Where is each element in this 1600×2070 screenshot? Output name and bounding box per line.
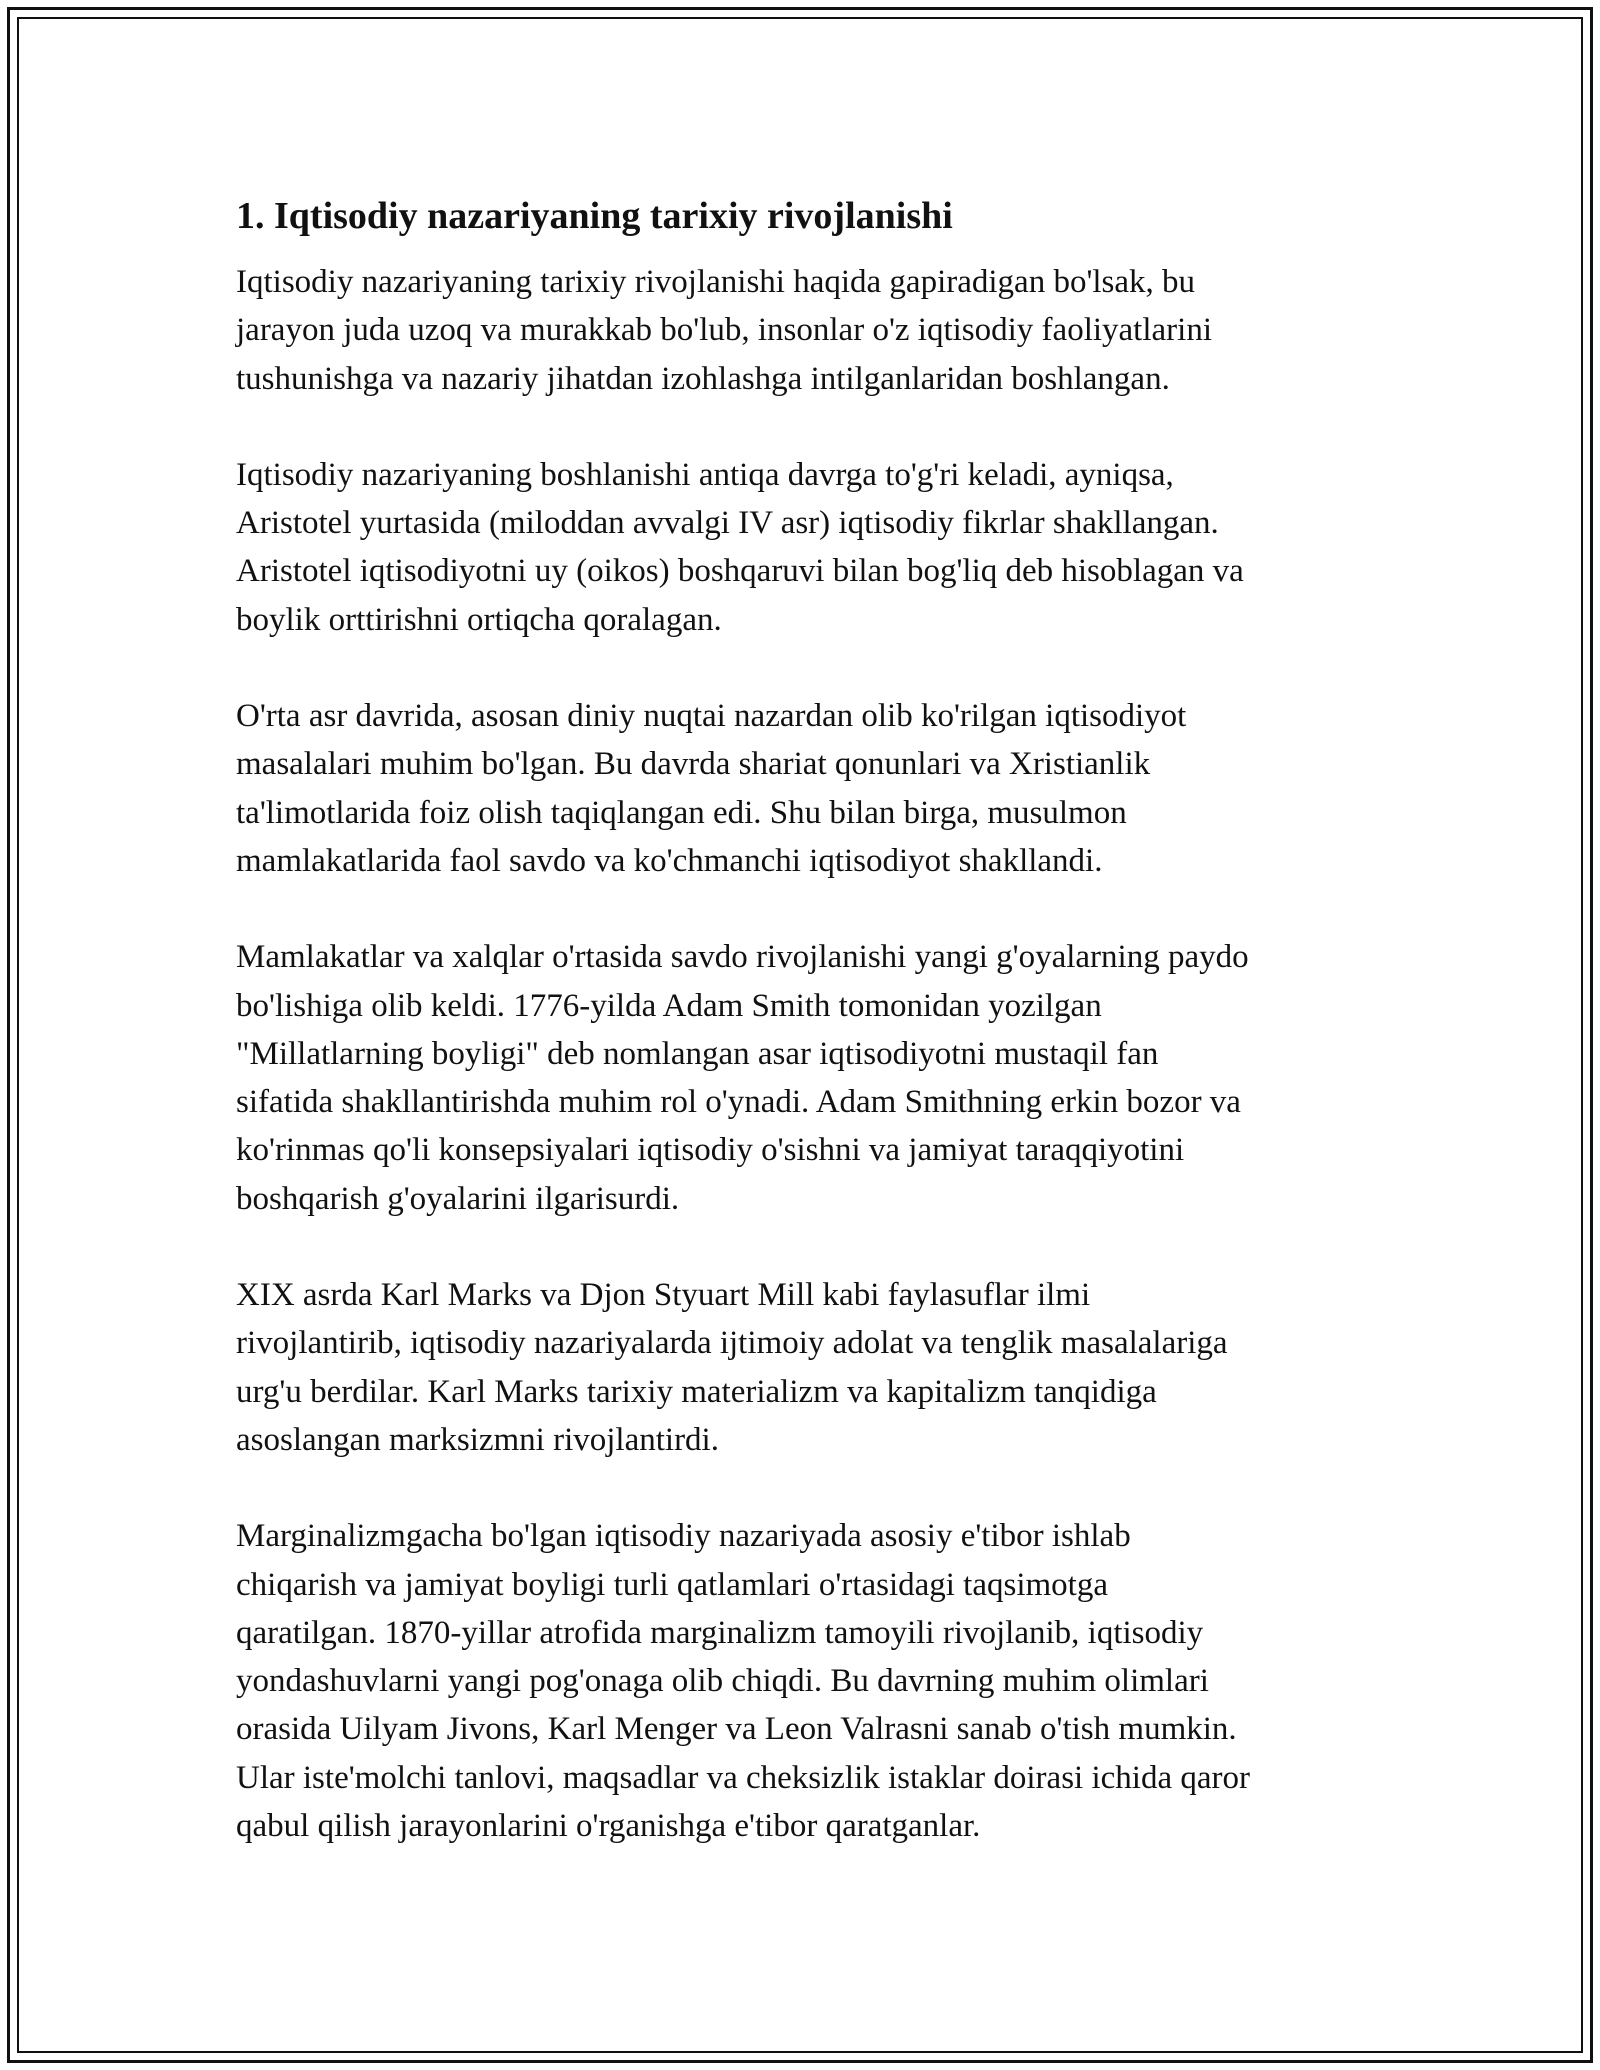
paragraph-line: ko'rinmas qo'li konsepsiyalari iqtisodiy o'sishni va jamiyat taraqqiyotini bbox=[236, 1132, 1185, 1169]
paragraph-4 bbox=[236, 933, 1386, 1223]
paragraph-line: Iqtisodiy nazariyaning tarixiy rivojlanishi haqida gapiradigan bo'lsak, bu bbox=[236, 264, 1196, 300]
paragraph-line: Marginalizmgacha bo'lgan iqtisodiy nazariyada asosiy e'tibor ishlab bbox=[236, 1518, 1131, 1555]
paragraph-line: qaratilgan. 1870-yillar atrofida marginalizm tamoyili rivojlanib, iqtisodiy bbox=[236, 1614, 1204, 1651]
paragraph-line: yondashuvlarni yangi pog'onaga olib chiqdi. Bu davrning muhim olimlari bbox=[236, 1663, 1209, 1700]
paragraph-1 bbox=[236, 258, 1386, 403]
paragraph-6 bbox=[236, 1512, 1386, 1850]
paragraph-line: boylik orttirishni ortiqcha qoralagan. bbox=[236, 601, 722, 638]
paragraph-line: sifatida shakllantirishda muhim rol o'ynadi. Adam Smithning erkin bozor va bbox=[236, 1084, 1241, 1121]
paragraph-3 bbox=[236, 692, 1386, 885]
paragraph-line: mamlakatlarida faol savdo va ko'chmanchi iqtisodiyot shakllandi. bbox=[236, 842, 1103, 879]
paragraph-line: jarayon juda uzoq va murakkab bo'lub, insonlar o'z iqtisodiy faoliyatlarini bbox=[236, 312, 1212, 349]
paragraph-line: Aristotel iqtisodiyotni uy (oikos) boshqaruvi bilan bog'liq deb hisoblagan va bbox=[236, 553, 1244, 590]
paragraph-line: bo'lishiga olib keldi. 1776-yilda Adam Smith tomonidan yozilgan bbox=[236, 987, 1102, 1024]
paragraph-5 bbox=[236, 1271, 1386, 1464]
paragraph-line: ta'limotlarida foiz olish taqiqlangan edi. Shu bilan birga, musulmon bbox=[236, 794, 1127, 831]
paragraph-line: orasida Uilyam Jivons, Karl Menger va Leon Valrasni sanab o'tish mumkin. bbox=[236, 1711, 1237, 1748]
paragraph-line: rivojlantirib, iqtisodiy nazariyalarda ijtimoiy adolat va tenglik masalalariga bbox=[236, 1325, 1228, 1362]
paragraph-line: O'rta asr davrida, asosan diniy nuqtai nazardan olib ko'rilgan iqtisodiyot bbox=[236, 698, 1187, 735]
section-heading: 1. Iqtisodiy nazariyaning tarixiy rivojlanishi bbox=[236, 195, 953, 237]
paragraph-line: boshqarish g'oyalarini ilgarisurdi. bbox=[236, 1180, 680, 1217]
paragraph-line: urg'u berdilar. Karl Marks tarixiy materializm va kapitalizm tanqidiga bbox=[236, 1373, 1157, 1410]
paragraph-line: Ular iste'molchi tanlovi, maqsadlar va cheksizlik istaklar doirasi ichida qaror bbox=[236, 1759, 1250, 1796]
paragraph-line: Iqtisodiy nazariyaning boshlanishi antiqa davrga to'g'ri keladi, ayniqsa, bbox=[236, 456, 1174, 493]
paragraph-line: "Millatlarning boyligi" deb nomlangan asar iqtisodiyotni mustaqil fan bbox=[236, 1035, 1159, 1072]
paragraph-line: chiqarish va jamiyat boyligi turli qatlamlari o'rtasidagi taqsimotga bbox=[236, 1566, 1108, 1603]
paragraph-line: XIX asrda Karl Marks va Djon Styuart Mill kabi faylasuflar ilmi bbox=[236, 1277, 1091, 1314]
paragraph-line: tushunishga va nazariy jihatdan izohlashga intilganlaridan boshlangan. bbox=[236, 360, 1170, 397]
document-body bbox=[236, 190, 1386, 1898]
paragraph-line: qabul qilish jarayonlarini o'rganishga e'tibor qaratganlar. bbox=[236, 1808, 981, 1845]
paragraph-line: Mamlakatlar va xalqlar o'rtasida savdo rivojlanishi yangi g'oyalarning paydo bbox=[236, 939, 1249, 976]
paragraph-2 bbox=[236, 451, 1386, 644]
paragraph-line: Aristotel yurtasida (miloddan avvalgi IV asr) iqtisodiy fikrlar shakllangan. bbox=[236, 505, 1219, 542]
paragraph-line: masalalari muhim bo'lgan. Bu davrda shariat qonunlari va Xristianlik bbox=[236, 746, 1151, 783]
paragraph-line: asoslangan marksizmni rivojlantirdi. bbox=[236, 1421, 719, 1458]
